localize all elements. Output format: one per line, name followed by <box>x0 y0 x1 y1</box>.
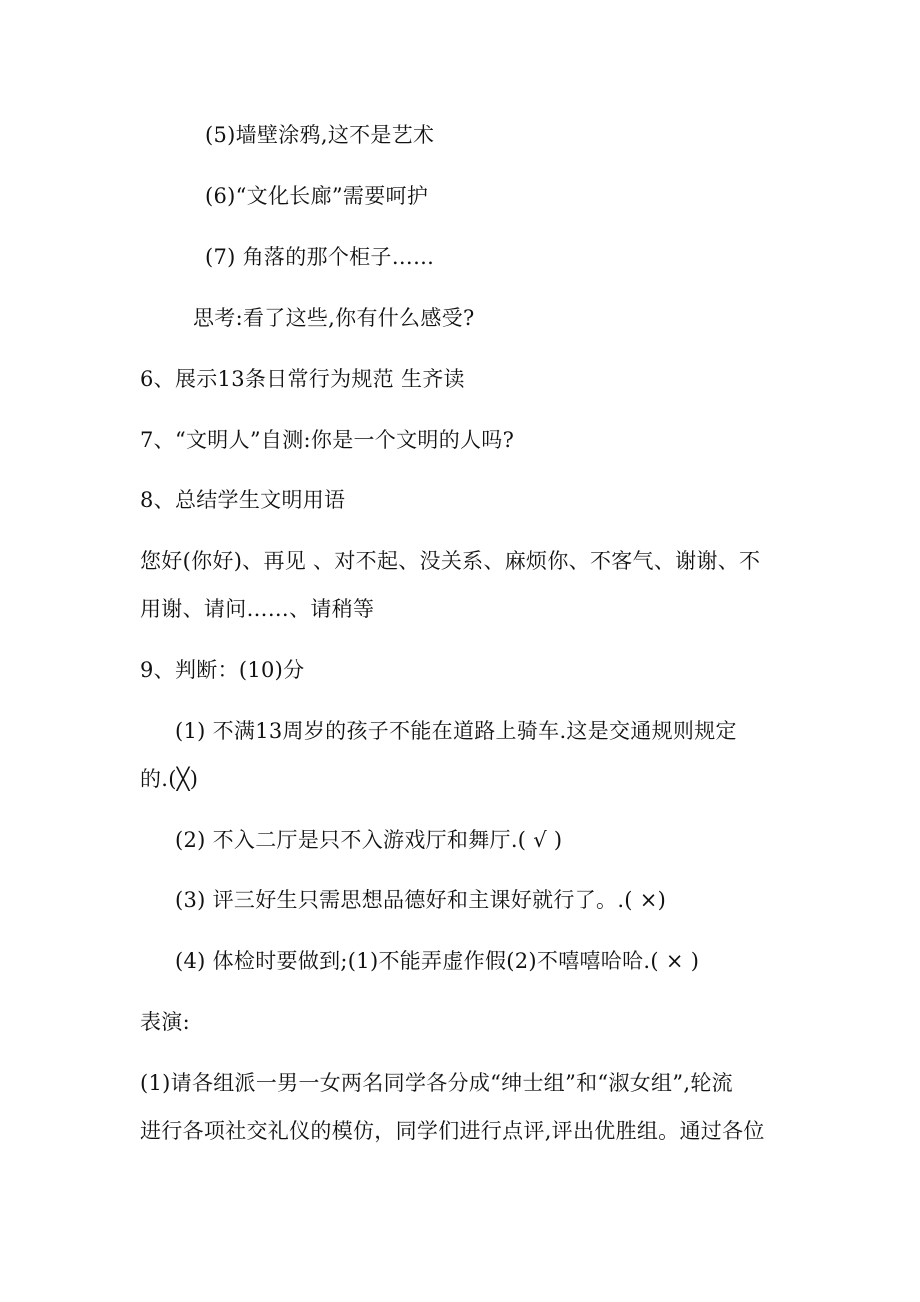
text-line: (1) 不满13周岁的孩子不能在道路上骑车.这是交通规则规定 <box>175 719 737 743</box>
text-line: 7、“文明人”自测:你是一个文明的人吗? <box>140 428 515 452</box>
text-line: 进行各项社交礼仪的模仿，同学们进行点评,评出优胜组。通过各位 <box>140 1119 765 1143</box>
text-line: 9、判断：(10)分 <box>140 658 305 682</box>
text-line: (2) 不入二厅是只不入游戏厅和舞厅.( √ ) <box>175 828 563 852</box>
text-line: 6、展示13条日常行为规范 生齐读 <box>140 367 465 391</box>
text-line: 表演: <box>140 1010 190 1034</box>
text-line: (6)“文化长廊”需要呵护 <box>205 184 429 208</box>
text-line: (4) 体检时要做到;(1)不能弄虚作假(2)不嘻嘻哈哈.( × ) <box>175 949 700 973</box>
text-line: (3) 评三好生只需思想品德好和主课好就行了。.( ×) <box>175 888 667 912</box>
text-line: 的.(╳) <box>140 767 199 791</box>
text-line: 思考:看了这些,你有什么感受? <box>193 306 475 330</box>
text-line: (7) 角落的那个柜子…… <box>205 245 435 269</box>
text-line: (5)墙壁涂鸦,这不是艺术 <box>205 123 435 147</box>
text-line: 您好(你好)、再见 、对不起、没关系、麻烦你、不客气、谢谢、不 <box>140 549 761 573</box>
text-line: (1)请各组派一男一女两名同学各分成“绅士组”和“淑女组”,轮流 <box>140 1071 733 1095</box>
text-line: 用谢、请问……、请稍等 <box>140 597 375 621</box>
text-line: 8、总结学生文明用语 <box>140 488 346 512</box>
